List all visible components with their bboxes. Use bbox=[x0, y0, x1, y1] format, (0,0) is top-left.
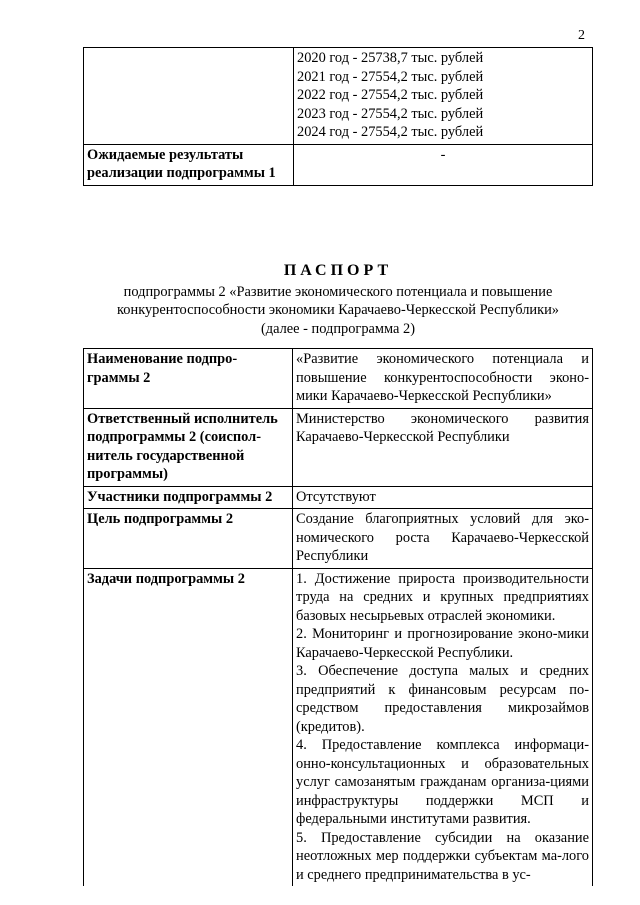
row-label: Ответственный исполнитель подпрограммы 2 (соиспол-нитель государственной программы) bbox=[84, 408, 293, 486]
row-label: Участники подпрограммы 2 bbox=[84, 486, 293, 509]
passport-row bbox=[84, 509, 593, 569]
passport-row-tasks bbox=[84, 568, 593, 886]
passport-row bbox=[84, 486, 593, 509]
row-value: «Развитие экономического потенциала и повышение конкурентоспособности эконо-мики Карачаево-Черкесской Республики» bbox=[293, 349, 593, 409]
passport-subtitle-line: конкурентоспособности экономики Карачаево-Черкесской Республики» bbox=[117, 302, 559, 318]
funding-years-cell bbox=[294, 48, 593, 145]
funding-year-line: 2024 год - 27554,2 тыс. рублей bbox=[297, 124, 484, 140]
funding-table bbox=[83, 47, 593, 186]
funding-year-line: 2022 год - 27554,2 тыс. рублей bbox=[297, 87, 484, 103]
row-label: Наименование подпро-граммы 2 bbox=[84, 349, 293, 409]
task-item: 5. Предоставление субсидии на оказание неотложных мер поддержки субъектам ма-лого и среднего предпринимательства в ус- bbox=[296, 829, 589, 883]
funding-year-line: 2021 год - 27554,2 тыс. рублей bbox=[297, 68, 484, 85]
expected-results-value: - bbox=[294, 144, 593, 185]
funding-row bbox=[84, 48, 593, 145]
task-item: 2. Мониторинг и прогнозирование эконо-мики Карачаево-Черкесской Республики. bbox=[296, 626, 589, 661]
page-number: 2 bbox=[578, 28, 585, 43]
expected-results-label: Ожидаемые результаты реализации подпрограммы 1 bbox=[84, 144, 294, 185]
expected-results-row bbox=[84, 144, 593, 185]
task-item: 1. Достижение прироста производительности труда на средних и крупных предприятиях базовых несырьевых отраслей экономики. bbox=[296, 570, 589, 624]
funding-label-cell bbox=[84, 48, 294, 145]
row-value: Отсутствуют bbox=[293, 486, 593, 509]
passport-subtitle-line: (далее - подпрограмма 2) bbox=[260, 320, 416, 337]
passport-heading bbox=[83, 262, 593, 338]
tasks-label: Задачи подпрограммы 2 bbox=[84, 568, 293, 886]
funding-year-line: 2023 год - 27554,2 тыс. рублей bbox=[297, 105, 484, 122]
row-label: Цель подпрограммы 2 bbox=[84, 509, 293, 569]
task-item: 3. Обеспечение доступа малых и средних предприятий к финансовым ресурсам по-средством предоставления микрозаймов (кредитов). bbox=[296, 663, 589, 735]
passport-table bbox=[83, 348, 593, 886]
row-value: Создание благоприятных условий для эко-номического роста Карачаево-Черкесской Республики bbox=[293, 509, 593, 569]
funding-year-line: 2020 год - 25738,7 тыс. рублей bbox=[297, 50, 484, 66]
task-item: 4. Предоставление комплекса информаци-онно-консультационных и образовательных услуг самозанятым гражданам организа-циями инфраструктуры поддержки МСП и федеральными институтами развития. bbox=[296, 737, 589, 827]
passport-subtitle-line: подпрограммы 2 «Развитие экономического потенциала и повышение bbox=[123, 283, 553, 300]
passport-row bbox=[84, 408, 593, 486]
tasks-list bbox=[293, 568, 593, 886]
passport-row bbox=[84, 349, 593, 409]
row-value: Министерство экономического развития Карачаево-Черкесской Республики bbox=[293, 408, 593, 486]
passport-title: ПАСПОРТ bbox=[283, 262, 393, 279]
